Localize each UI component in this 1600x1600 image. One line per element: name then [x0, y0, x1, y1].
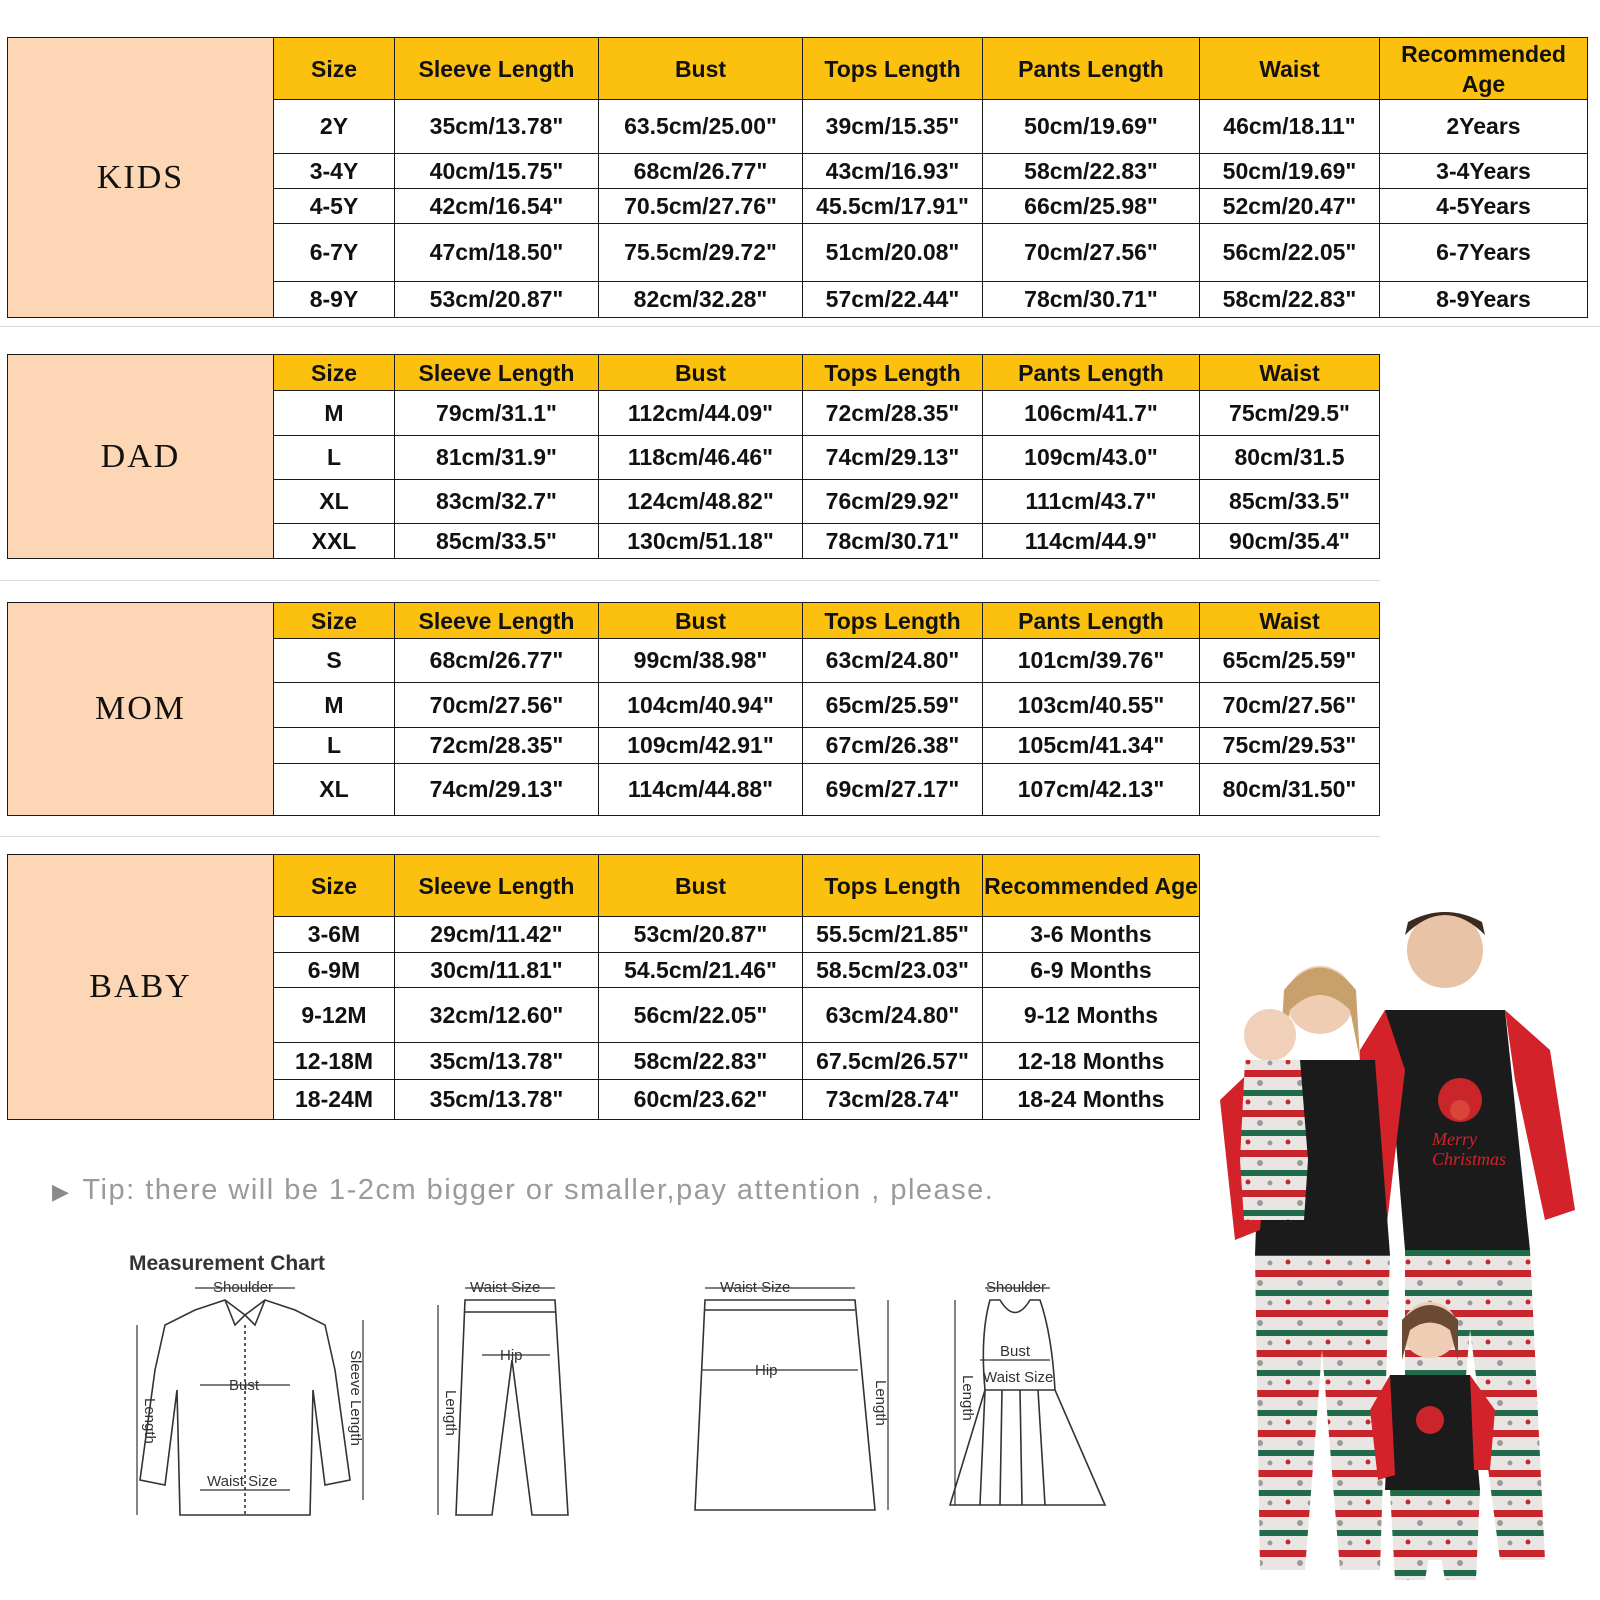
- cell: 67cm/26.38": [803, 728, 983, 764]
- cell: 9-12 Months: [983, 988, 1200, 1043]
- skirt-waist-label: Waist Size: [720, 1280, 791, 1296]
- dad-print-christmas: Christmas: [1432, 1149, 1507, 1169]
- cell: 105cm/41.34": [983, 728, 1200, 764]
- header-sleeve-length: Sleeve Length: [395, 38, 599, 100]
- cell: 75cm/29.53": [1200, 728, 1380, 764]
- cell: 104cm/40.94": [599, 683, 803, 728]
- cell: 111cm/43.7": [983, 480, 1200, 524]
- header-size: Size: [274, 855, 395, 917]
- cell: 66cm/25.98": [983, 189, 1200, 224]
- cell: 78cm/30.71": [983, 282, 1200, 318]
- length-label: Length: [141, 1398, 158, 1444]
- header-tops-length: Tops Length: [803, 603, 983, 639]
- cell: 67.5cm/26.57": [803, 1043, 983, 1080]
- cell: 4-5Y: [274, 189, 395, 224]
- cell: 60cm/23.62": [599, 1080, 803, 1120]
- cell: 70.5cm/27.76": [599, 189, 803, 224]
- cell: 12-18M: [274, 1043, 395, 1080]
- pants-length-label: Length: [442, 1390, 459, 1436]
- pants-outline: [456, 1300, 568, 1515]
- cell: 18-24 Months: [983, 1080, 1200, 1120]
- shirt-measurement-diagram: [125, 1280, 375, 1530]
- mom-category-label: MOM: [8, 603, 274, 816]
- cell: 99cm/38.98": [599, 639, 803, 683]
- cell: 69cm/27.17": [803, 764, 983, 816]
- header-pants-length: Pants Length: [983, 603, 1200, 639]
- header-pants-length: Pants Length: [983, 38, 1200, 100]
- skirt-measurement-diagram: [690, 1280, 900, 1530]
- cell: M: [274, 391, 395, 436]
- header-bust: Bust: [599, 855, 803, 917]
- cell: 106cm/41.7": [983, 391, 1200, 436]
- dress-waist-label: Waist Size: [983, 1369, 1054, 1386]
- cell: 52cm/20.47": [1200, 189, 1380, 224]
- dad-category-label: DAD: [8, 355, 274, 559]
- pants-measurement-diagram: [420, 1280, 580, 1530]
- cell: 79cm/31.1": [395, 391, 599, 436]
- cell: 12-18 Months: [983, 1043, 1200, 1080]
- cell: 63cm/24.80": [803, 988, 983, 1043]
- cell: 6-9M: [274, 953, 395, 988]
- cell: 42cm/16.54": [395, 189, 599, 224]
- cell: 35cm/13.78": [395, 1080, 599, 1120]
- cell: 45.5cm/17.91": [803, 189, 983, 224]
- header-waist: Waist: [1200, 38, 1380, 100]
- skirt-outline: [695, 1300, 875, 1510]
- cell: 68cm/26.77": [599, 154, 803, 189]
- tip-text: Tip: there will be 1-2cm bigger or smaller,pay attention , please.: [82, 1174, 995, 1206]
- cell: 70cm/27.56": [983, 224, 1200, 282]
- header-tops-length: Tops Length: [803, 855, 983, 917]
- header-pants-length: Pants Length: [983, 355, 1200, 391]
- cell: 130cm/51.18": [599, 524, 803, 559]
- cell: 46cm/18.11": [1200, 100, 1380, 154]
- cell: 6-9 Months: [983, 953, 1200, 988]
- cell: 30cm/11.81": [395, 953, 599, 988]
- skirt-length-label: Length: [872, 1380, 889, 1426]
- cell: 40cm/15.75": [395, 154, 599, 189]
- cell: 70cm/27.56": [1200, 683, 1380, 728]
- cell: 2Years: [1380, 100, 1588, 154]
- cell: XXL: [274, 524, 395, 559]
- cell: M: [274, 683, 395, 728]
- cell: 56cm/22.05": [599, 988, 803, 1043]
- cell: 58cm/22.83": [1200, 282, 1380, 318]
- cell: 63cm/24.80": [803, 639, 983, 683]
- header-waist: Waist: [1200, 603, 1380, 639]
- cell: 83cm/32.7": [395, 480, 599, 524]
- header-size: Size: [274, 38, 395, 100]
- cell: L: [274, 436, 395, 480]
- waist-label: Waist Size: [207, 1473, 278, 1490]
- cell: 112cm/44.09": [599, 391, 803, 436]
- baby-size-table: [7, 854, 1200, 1120]
- cell: 32cm/12.60": [395, 988, 599, 1043]
- cell: 81cm/31.9": [395, 436, 599, 480]
- cell: 3-6M: [274, 917, 395, 953]
- cell: 73cm/28.74": [803, 1080, 983, 1120]
- cell: 54.5cm/21.46": [599, 953, 803, 988]
- cell: XL: [274, 480, 395, 524]
- cell: S: [274, 639, 395, 683]
- header-tops-length: Tops Length: [803, 38, 983, 100]
- cell: 72cm/28.35": [395, 728, 599, 764]
- family-pajama-photo: [1200, 910, 1600, 1600]
- mom-size-table: [7, 602, 1380, 816]
- dad-size-table: [7, 354, 1380, 559]
- cell: 9-12M: [274, 988, 395, 1043]
- cell: 74cm/29.13": [395, 764, 599, 816]
- cell: 58cm/22.83": [983, 154, 1200, 189]
- header-bust: Bust: [599, 603, 803, 639]
- cell: 55.5cm/21.85": [803, 917, 983, 953]
- cell: 90cm/35.4": [1200, 524, 1380, 559]
- cell: 63.5cm/25.00": [599, 100, 803, 154]
- cell: 76cm/29.92": [803, 480, 983, 524]
- skirt-hip-label: Hip: [755, 1362, 778, 1379]
- cell: 3-6 Months: [983, 917, 1200, 953]
- cell: 65cm/25.59": [803, 683, 983, 728]
- cell: 3-4Years: [1380, 154, 1588, 189]
- cell: 78cm/30.71": [803, 524, 983, 559]
- header-recommended-age: Recommended Age: [983, 855, 1200, 917]
- cell: 50cm/19.69": [983, 100, 1200, 154]
- cell: L: [274, 728, 395, 764]
- cell: XL: [274, 764, 395, 816]
- cell: 56cm/22.05": [1200, 224, 1380, 282]
- header-bust: Bust: [599, 355, 803, 391]
- cell: 72cm/28.35": [803, 391, 983, 436]
- dress-shoulder-label: Shoulder: [986, 1280, 1047, 1296]
- cell: 3-4Y: [274, 154, 395, 189]
- cell: 65cm/25.59": [1200, 639, 1380, 683]
- header-sleeve-length: Sleeve Length: [395, 855, 599, 917]
- header-size: Size: [274, 603, 395, 639]
- cell: 2Y: [274, 100, 395, 154]
- cell: 124cm/48.82": [599, 480, 803, 524]
- header-waist: Waist: [1200, 355, 1380, 391]
- cell: 74cm/29.13": [803, 436, 983, 480]
- sheet-gridline: [0, 326, 1600, 327]
- cell: 68cm/26.77": [395, 639, 599, 683]
- measurement-chart-title: Measurement Chart: [129, 1252, 326, 1275]
- dress-pleats: [980, 1390, 1045, 1505]
- cell: 53cm/20.87": [599, 917, 803, 953]
- header-bust: Bust: [599, 38, 803, 100]
- cell: 107cm/42.13": [983, 764, 1200, 816]
- baby-category-label: BABY: [8, 855, 274, 1120]
- cell: 80cm/31.50": [1200, 764, 1380, 816]
- header-sleeve-length: Sleeve Length: [395, 355, 599, 391]
- cell: 109cm/43.0": [983, 436, 1200, 480]
- dress-length-label: Length: [959, 1375, 976, 1421]
- cell: 75cm/29.5": [1200, 391, 1380, 436]
- cell: 51cm/20.08": [803, 224, 983, 282]
- pants-waist-label: Waist Size: [470, 1280, 541, 1296]
- sheet-gridline: [0, 836, 1380, 837]
- dress-bust-label: Bust: [1000, 1343, 1031, 1360]
- kids-size-table: [7, 37, 1588, 318]
- bust-label: Bust: [229, 1377, 260, 1394]
- cell: 101cm/39.76": [983, 639, 1200, 683]
- dress-measurement-diagram: [940, 1280, 1130, 1530]
- cell: 85cm/33.5": [1200, 480, 1380, 524]
- dad-print-merry: Merry: [1432, 1129, 1477, 1149]
- cell: 85cm/33.5": [395, 524, 599, 559]
- cell: 6-7Y: [274, 224, 395, 282]
- cell: 80cm/31.5: [1200, 436, 1380, 480]
- cell: 35cm/13.78": [395, 1043, 599, 1080]
- cell: 39cm/15.35": [803, 100, 983, 154]
- cell: 8-9Years: [1380, 282, 1588, 318]
- cell: 82cm/32.28": [599, 282, 803, 318]
- header-size: Size: [274, 355, 395, 391]
- sleeve-length-label: Sleeve Length: [347, 1350, 364, 1446]
- play-arrow-icon: ▶: [52, 1179, 71, 1204]
- header-tops-length: Tops Length: [803, 355, 983, 391]
- cell: 35cm/13.78": [395, 100, 599, 154]
- shoulder-label: Shoulder: [213, 1280, 274, 1296]
- cell: 8-9Y: [274, 282, 395, 318]
- header-sleeve-length: Sleeve Length: [395, 603, 599, 639]
- cell: 109cm/42.91": [599, 728, 803, 764]
- sheet-gridline: [0, 580, 1380, 581]
- cell: 103cm/40.55": [983, 683, 1200, 728]
- kids-category-label: KIDS: [8, 38, 274, 318]
- cell: 6-7Years: [1380, 224, 1588, 282]
- cell: 58cm/22.83": [599, 1043, 803, 1080]
- cell: 70cm/27.56": [395, 683, 599, 728]
- cell: 29cm/11.42": [395, 917, 599, 953]
- cell: 114cm/44.88": [599, 764, 803, 816]
- cell: 58.5cm/23.03": [803, 953, 983, 988]
- cell: 57cm/22.44": [803, 282, 983, 318]
- cell: 53cm/20.87": [395, 282, 599, 318]
- baby-figure: [1240, 1009, 1308, 1220]
- header-recommended-age: Recommended Age: [1380, 38, 1588, 100]
- cell: 4-5Years: [1380, 189, 1588, 224]
- pants-hip-label: Hip: [500, 1347, 523, 1364]
- cell: 118cm/46.46": [599, 436, 803, 480]
- cell: 43cm/16.93": [803, 154, 983, 189]
- cell: 114cm/44.9": [983, 524, 1200, 559]
- cell: 18-24M: [274, 1080, 395, 1120]
- cell: 50cm/19.69": [1200, 154, 1380, 189]
- cell: 75.5cm/29.72": [599, 224, 803, 282]
- cell: 47cm/18.50": [395, 224, 599, 282]
- tip-note: [52, 1174, 994, 1207]
